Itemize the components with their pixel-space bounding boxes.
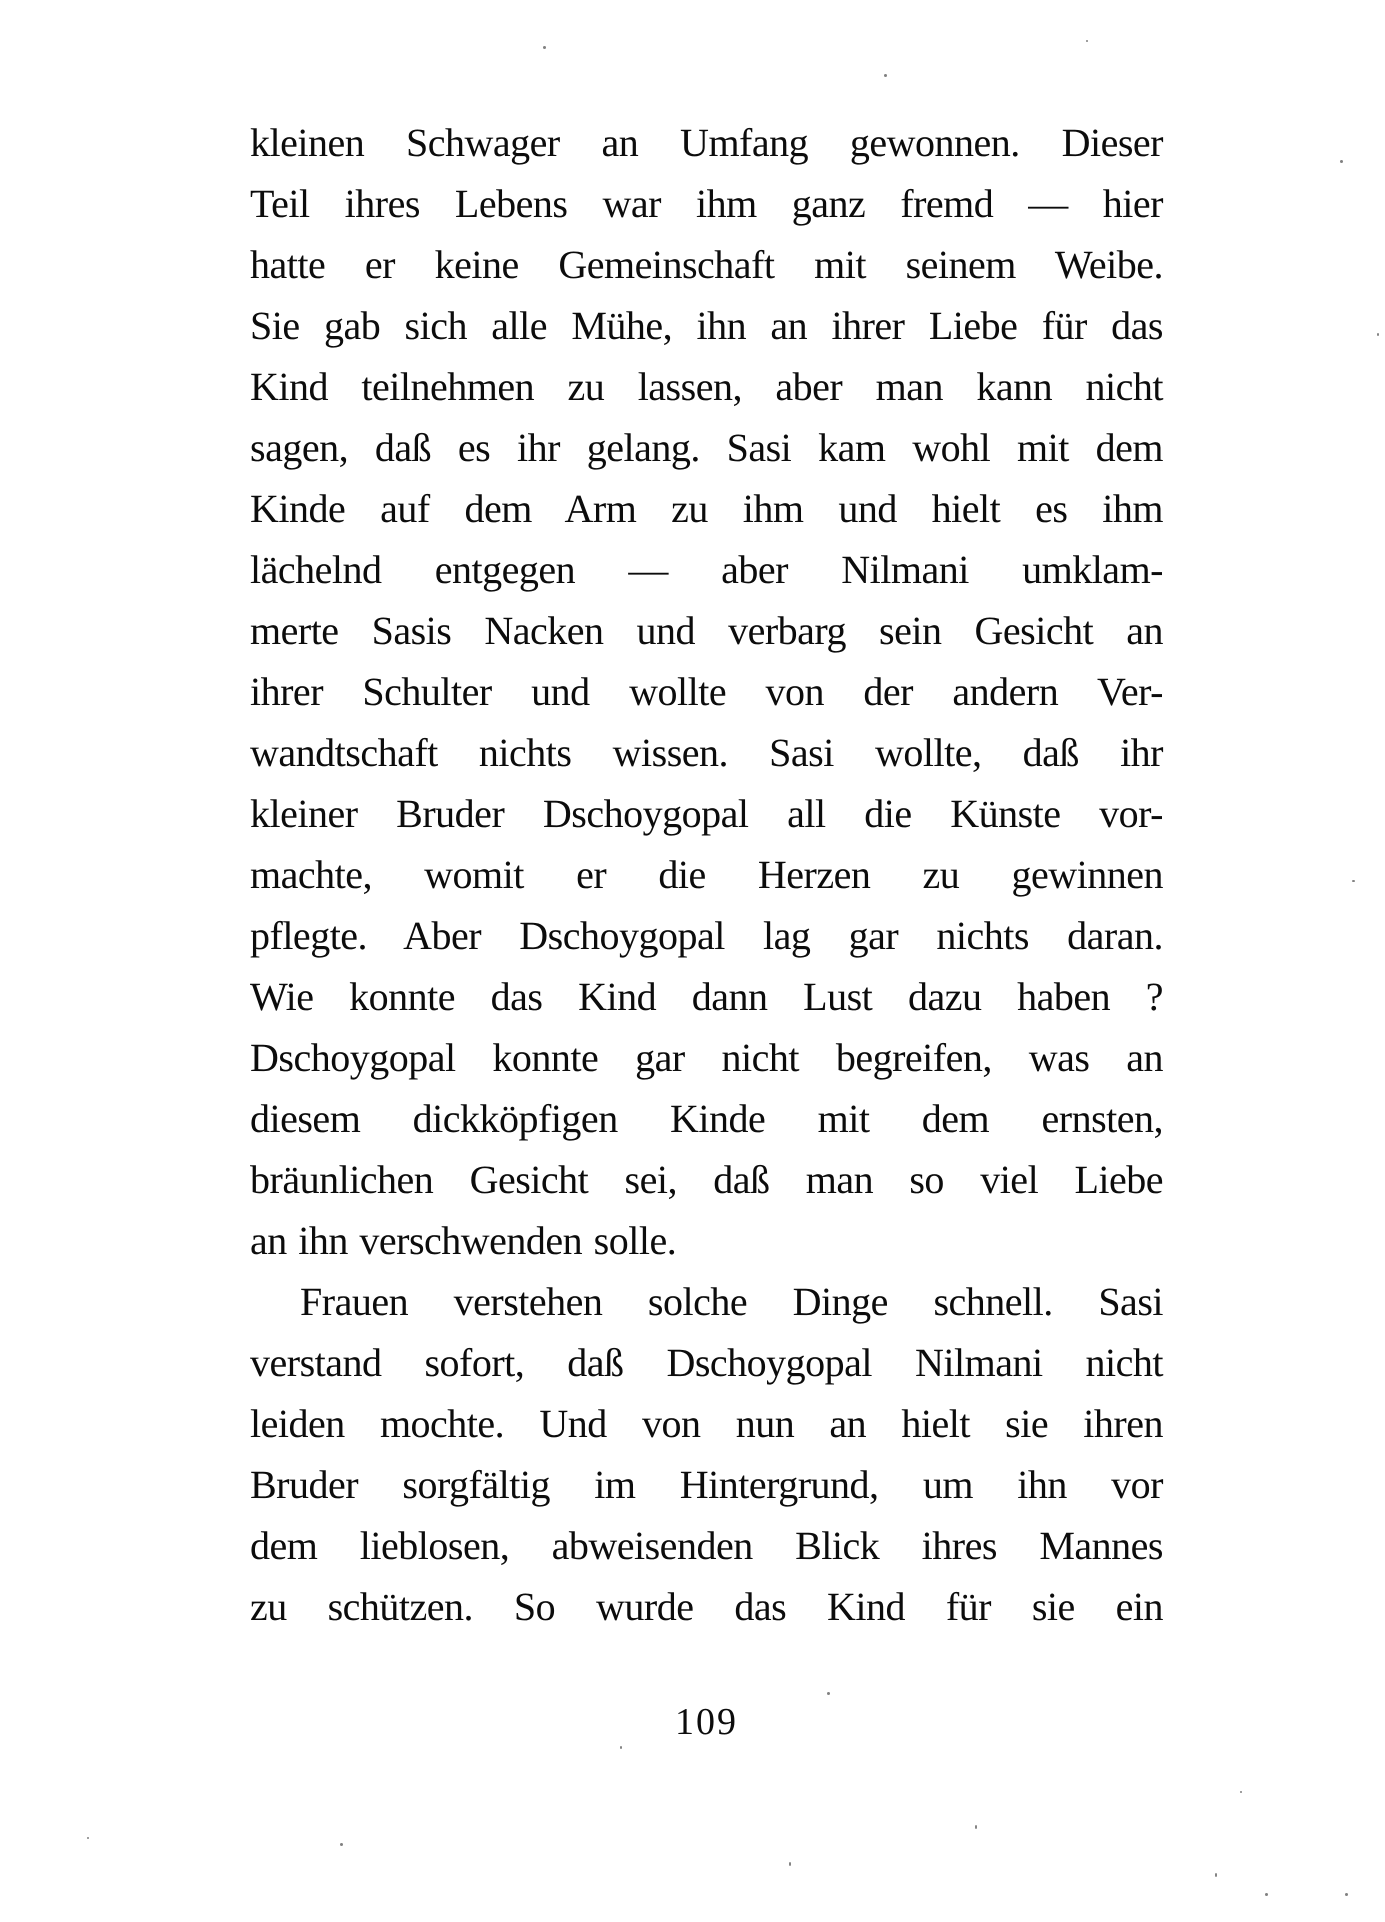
text-line: sagen, daß es ihr gelang. Sasi kam wohl mit dem — [250, 425, 1163, 470]
text-line: Dschoygopal konnte gar nicht begreifen, was an — [250, 1035, 1163, 1080]
text-line-paragraph-start: Frauen verstehen solche Dinge schnell. Sasi — [300, 1279, 1163, 1324]
text-line: wandtschaft nichts wissen. Sasi wollte, daß ihr — [250, 730, 1163, 775]
text-line: kleiner Bruder Dschoygopal all die Künste vor- — [250, 791, 1163, 836]
body-text — [250, 112, 1163, 1637]
text-line: pflegte. Aber Dschoygopal lag gar nichts daran. — [250, 913, 1163, 958]
text-line: hatte er keine Gemeinschaft mit seinem Weibe. — [250, 242, 1163, 287]
text-line: Bruder sorgfältig im Hintergrund, um ihn vor — [250, 1462, 1163, 1507]
text-line: Wie konnte das Kind dann Lust dazu haben ? — [250, 974, 1163, 1019]
text-line: Sie gab sich alle Mühe, ihn an ihrer Liebe für das — [250, 303, 1163, 348]
text-line: kleinen Schwager an Umfang gewonnen. Dieser — [250, 120, 1163, 165]
text-line: zu schützen. So wurde das Kind für sie ein — [250, 1584, 1163, 1629]
text-line: lächelnd entgegen — aber Nilmani umklam- — [250, 547, 1163, 592]
text-line: Kind teilnehmen zu lassen, aber man kann nicht — [250, 364, 1163, 409]
text-line: Teil ihres Lebens war ihm ganz fremd — hier — [250, 181, 1163, 226]
text-line: machte, womit er die Herzen zu gewinnen — [250, 852, 1163, 897]
text-line: bräunlichen Gesicht sei, daß man so viel Liebe — [250, 1157, 1163, 1202]
text-line: verstand sofort, daß Dschoygopal Nilmani nicht — [250, 1340, 1163, 1385]
text-line: dem lieblosen, abweisenden Blick ihres Mannes — [250, 1523, 1163, 1568]
text-line: leiden mochte. Und von nun an hielt sie ihren — [250, 1401, 1163, 1446]
text-line: ihrer Schulter und wollte von der andern Ver- — [250, 669, 1163, 714]
text-line: merte Sasis Nacken und verbarg sein Gesicht an — [250, 608, 1163, 653]
text-line-paragraph-end: an ihn verschwenden solle. — [250, 1218, 677, 1263]
text-line: diesem dickköpfigen Kinde mit dem ernsten, — [250, 1096, 1163, 1141]
page-number: 109 — [675, 1701, 738, 1743]
text-line: Kinde auf dem Arm zu ihm und hielt es ihm — [250, 486, 1163, 531]
